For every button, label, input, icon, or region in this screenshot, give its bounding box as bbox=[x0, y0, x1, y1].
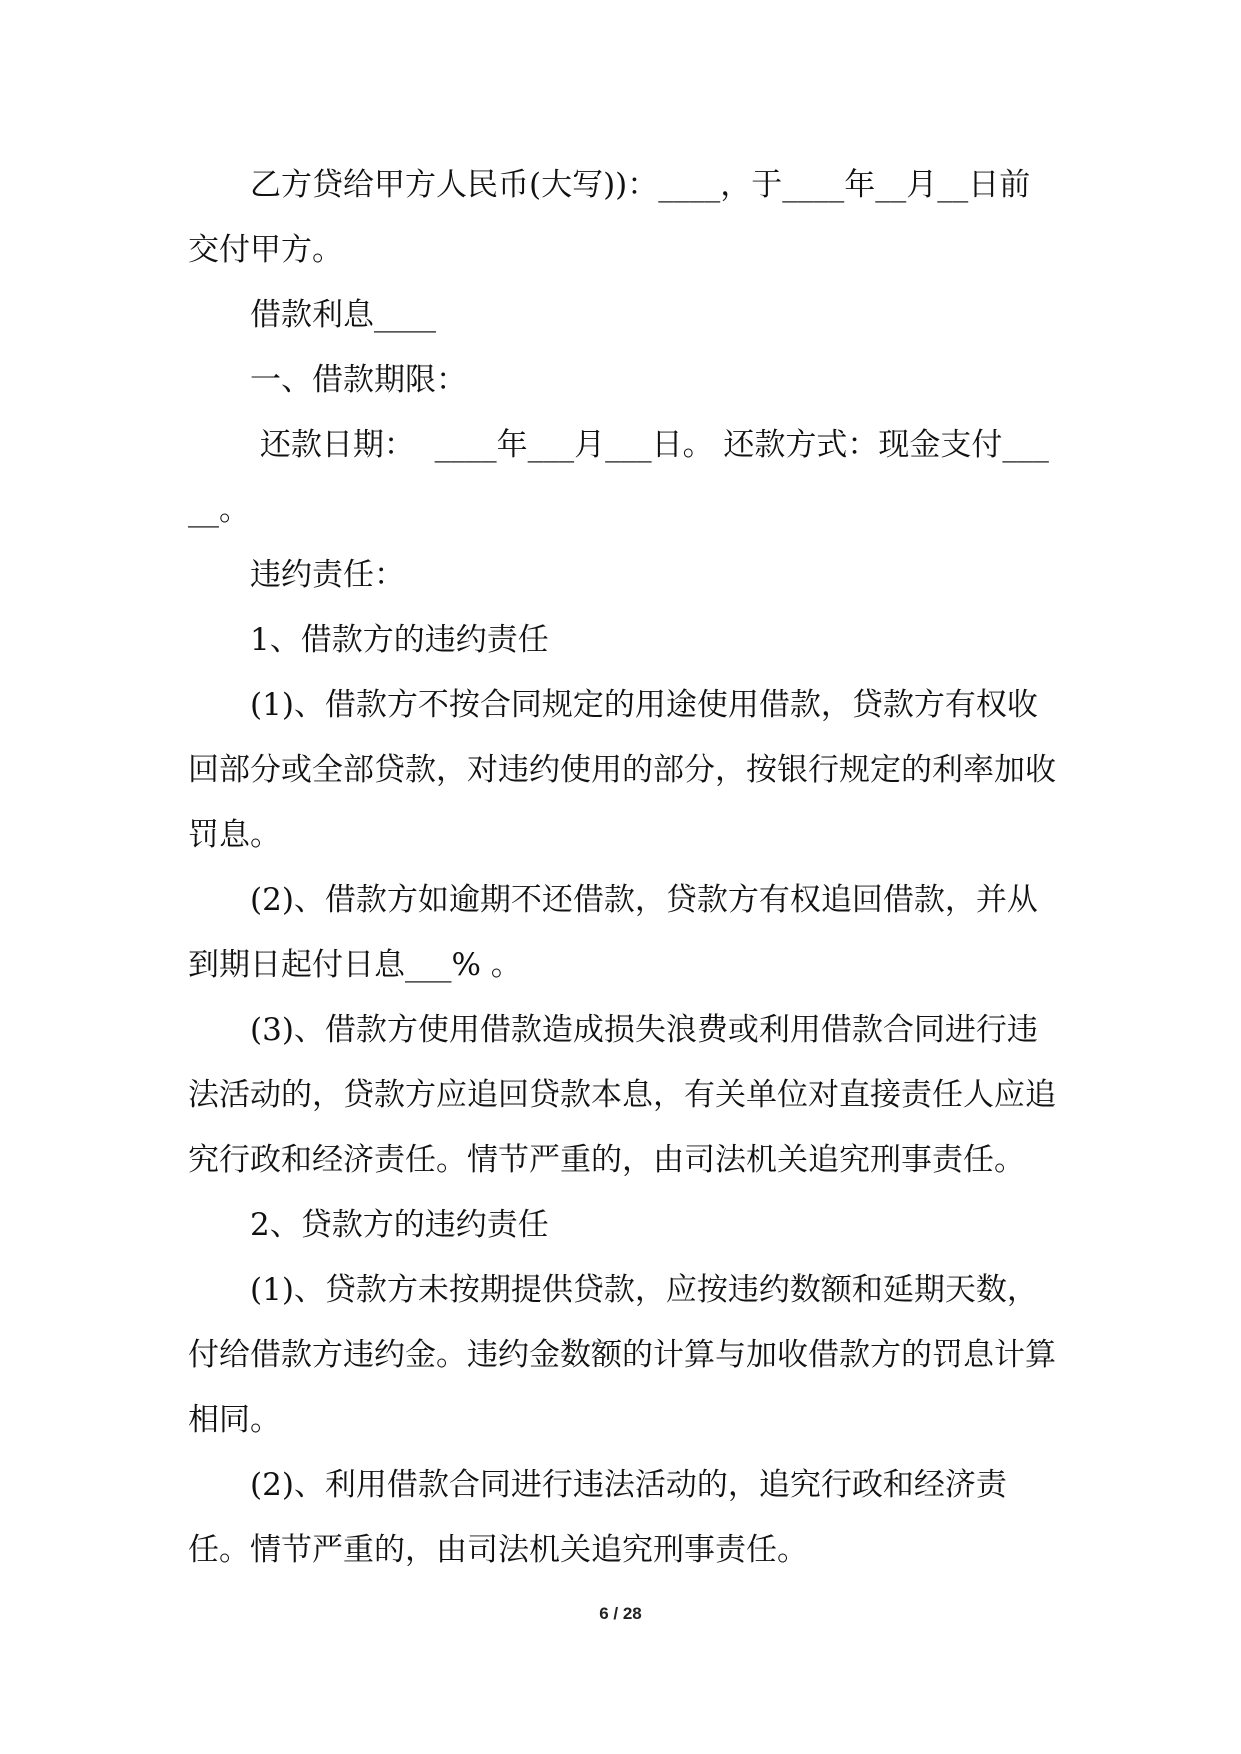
paragraph-lender-clause-1: (1)、贷款方未按期提供贷款，应按违约数额和延期天数，付给借款方违约金。违约金数额的计算与加收借款方的罚息计算相同。 bbox=[188, 1272, 1056, 1438]
paragraph-lender-clause-2: (2)、利用借款合同进行违法活动的，追究行政和经济责任。情节严重的，由司法机关追究刑事责任。 bbox=[188, 1467, 1007, 1568]
paragraph-borrower-clause-3: (3)、借款方使用借款造成损失浪费或利用借款合同进行违法活动的，贷款方应追回贷款本息，有关单位对直接责任人应追究行政和经济责任。情节严重的，由司法机关追究刑事责任。 bbox=[188, 1012, 1056, 1178]
heading-borrower-liability: 1、借款方的违约责任 bbox=[250, 622, 549, 658]
paragraph-borrower-clause-2: (2)、借款方如逾期不还借款，贷款方有权追回借款，并从到期日起付日息___% 。 bbox=[188, 882, 1038, 983]
heading-loan-term: 一、借款期限： bbox=[250, 362, 467, 398]
paragraph-interest: 借款利息____ bbox=[250, 297, 436, 333]
paragraph-repayment: 还款日期： ____年___月___日。 还款方式：现金支付_____。 bbox=[188, 427, 1049, 528]
paragraph-borrower-clause-1: (1)、借款方不按合同规定的用途使用借款，贷款方有权收回部分或全部贷款，对违约使用的部分，按银行规定的利率加收罚息。 bbox=[188, 687, 1056, 853]
heading-lender-liability: 2、贷款方的违约责任 bbox=[250, 1207, 549, 1243]
page-number: 6 / 28 bbox=[599, 1604, 642, 1623]
paragraph-loan-amount: 乙方贷给甲方人民币(大写))：____，于____年__月__日前交付甲方。 bbox=[188, 167, 1031, 268]
document-body bbox=[188, 153, 1060, 1583]
heading-liability: 违约责任： bbox=[250, 557, 405, 593]
